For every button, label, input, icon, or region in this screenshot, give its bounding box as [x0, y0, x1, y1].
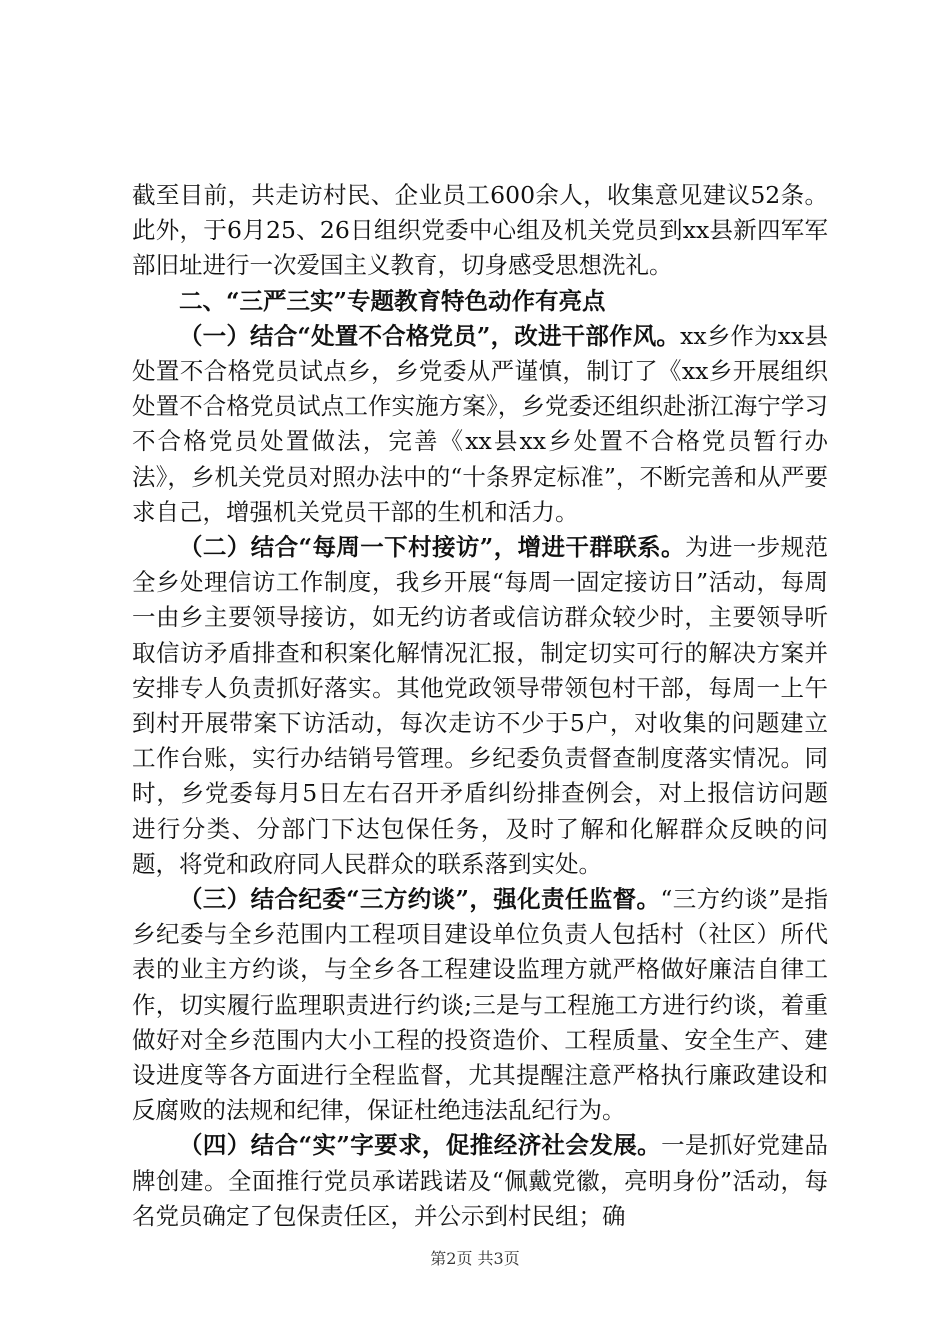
paragraph-item-2 — [132, 530, 828, 882]
paragraph-continuation: 截至目前，共走访村民、企业员工600余人，收集意见建议52条。此外，于6月25、26日组织党委中心组及机关党员到xx县新四军军部旧址进行一次爱国主义教育，切身感受思想洗礼。 — [132, 181, 828, 280]
item-3-body: “三方约谈”是指乡纪委与全乡范围内工程项目建设单位负责人包括村（社区）所代表的业主方约谈，与全乡各工程建设监理方就严格做好廉洁自律工作，切实履行监理职责进行约谈;三是与工程施工方进行约谈，着重做好对全乡范围内大小工程的投资造价、工程质量、安全生产、建设进度等各方面进行全程监督，尤其提醒注意严格执行廉政建设和反腐败的法规和纪律，保证杜绝违法乱纪行为。 — [132, 885, 828, 1125]
item-4-body: 一是抓好党建品牌创建。全面推行党员承诺践诺及“佩戴党徽，亮明身份”活动，每名党员确定了包保责任区，并公示到村民组；确 — [132, 1131, 828, 1230]
item-1-lead: （一）结合“处置不合格党员”，改进干部作风。 — [179, 321, 681, 350]
document-body — [132, 178, 828, 1234]
item-2-body: 为进一步规范全乡处理信访工作制度，我乡开展“每周一固定接访日”活动，每周一由乡主要领导接访，如无约访者或信访群众较少时，主要领导听取信访矛盾排查和积案化解情况汇报，制定切实可行的解决方案并安排专人负责抓好落实。其他党政领导带领包村干部，每周一上午到村开展带案下访活动，每次走访不少于5户，对收集的问题建立工作台账，实行办结销号管理。乡纪委负责督查制度落实情况。同时，乡党委每月5日左右召开矛盾纠纷排查例会，对上报信访问题进行分类、分部门下达包保任务，及时了解和化解群众反映的问题，将党和政府同人民群众的联系落到实处。 — [132, 533, 828, 878]
paragraph-item-3 — [132, 882, 828, 1128]
paragraph-item-1 — [132, 319, 828, 530]
item-4-lead: （四）结合“实”字要求，促推经济社会发展。 — [179, 1131, 662, 1160]
section-heading: 二、“三严三实”专题教育特色动作有亮点 — [179, 286, 606, 315]
item-1-body: xx乡作为xx县处置不合格党员试点乡，乡党委从严谨慎，制订了《xx乡开展组织处置不合格党员试点工作实施方案》，乡党委还组织赴浙江海宁学习不合格党员处置做法，完善《xx县xx乡处置不合格党员暂行办法》，乡机关党员对照办法中的“十条界定标准”，不断完善和从严要求自己，增强机关党员干部的生机和活力。 — [132, 321, 828, 526]
item-2-lead: （二）结合“每周一下村接访”，增进干群联系。 — [179, 533, 685, 562]
paragraph-item-4 — [132, 1128, 828, 1234]
item-3-lead: （三）结合纪委“三方约谈”，强化责任监督。 — [179, 885, 661, 914]
page-footer: 第2页 共3页 — [430, 1249, 520, 1268]
